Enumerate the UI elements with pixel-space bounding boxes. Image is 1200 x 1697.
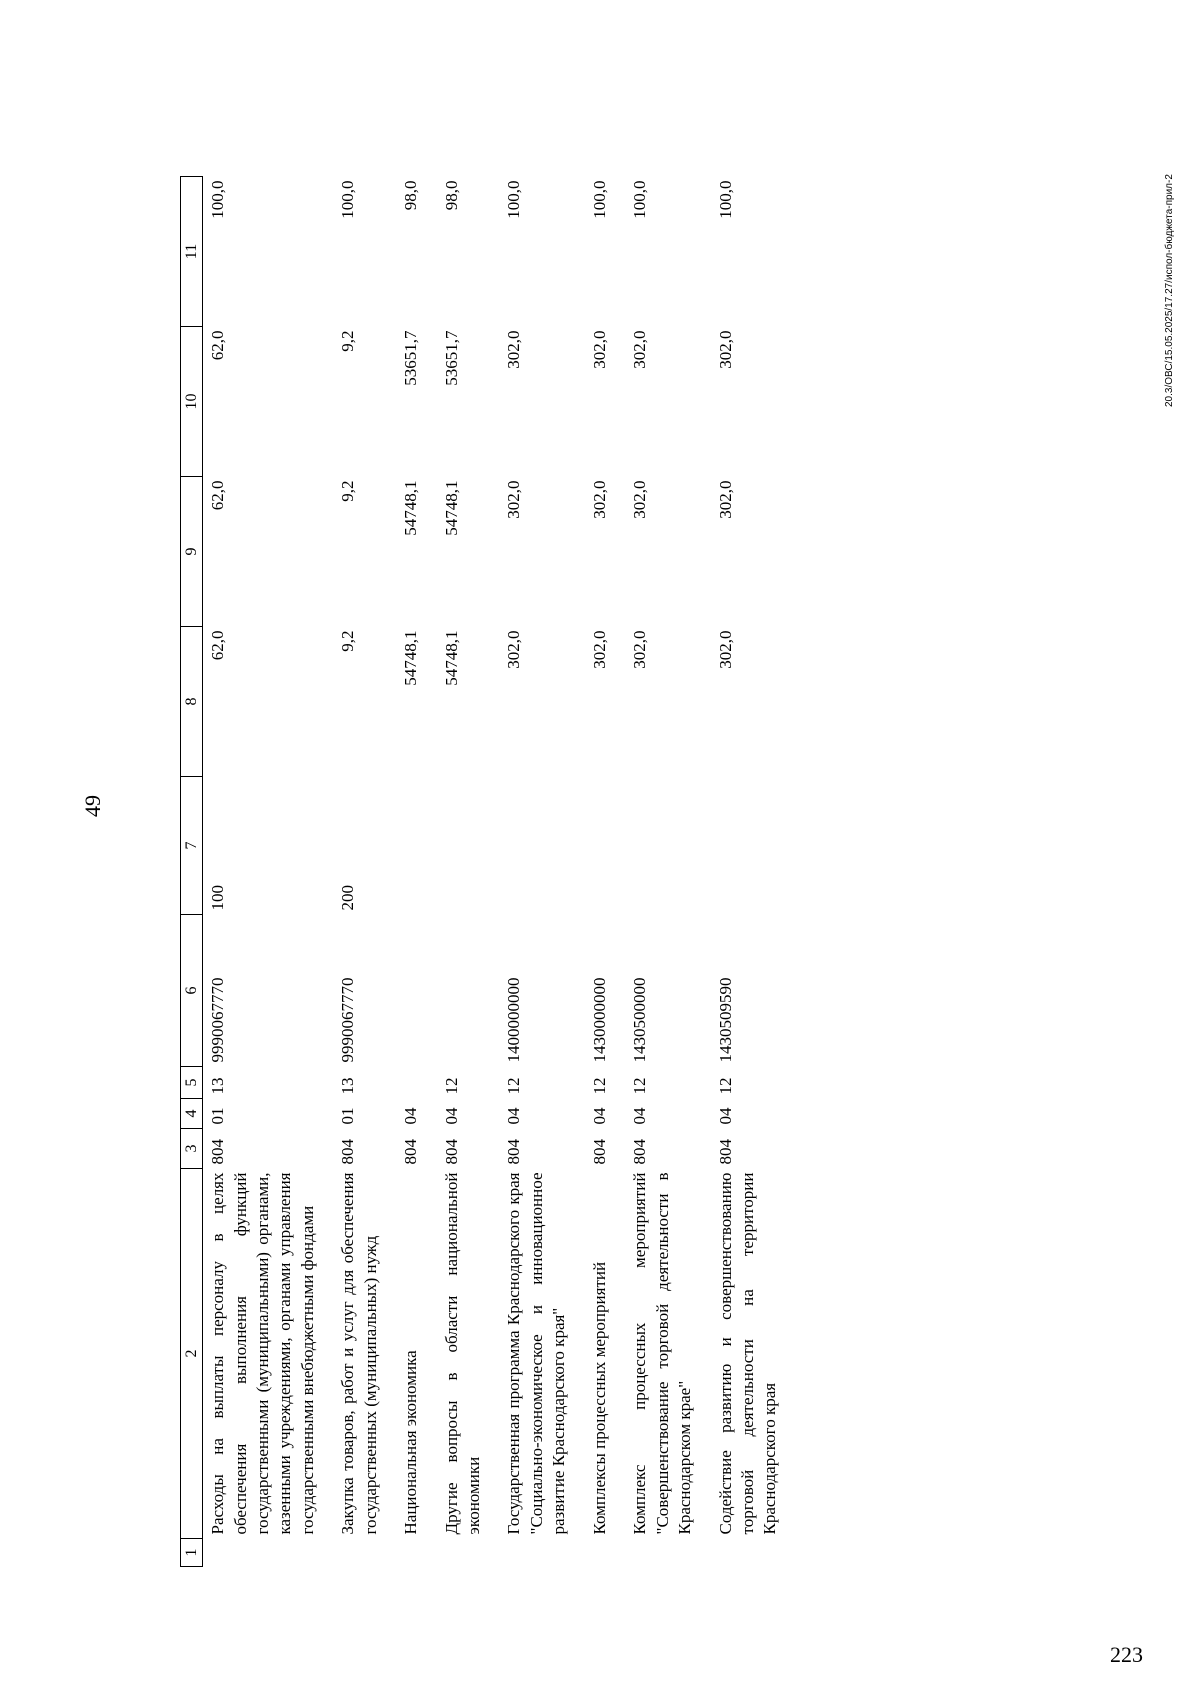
table-row: [333, 177, 396, 1567]
cell-c7: [437, 777, 500, 915]
cell-c10: 302,0: [589, 330, 609, 369]
cell-c9: 302,0: [504, 480, 524, 519]
row-index-cell: [333, 1539, 396, 1567]
row-name-cell: Комплекс процессных мероприятий "Совершенствование торговой деятельности в Краснодарском крае": [630, 1172, 695, 1535]
table-row: [203, 177, 334, 1567]
cell-c9: 54748,1: [401, 480, 421, 536]
cell-c11: 100,0: [504, 180, 524, 219]
row-name-cell: Национальная экономика: [401, 1350, 421, 1535]
header-cell: 10: [181, 327, 203, 477]
cell-c5: 13: [208, 1077, 228, 1095]
cell-c8: 302,0: [715, 630, 735, 669]
header-cell: 6: [181, 915, 203, 1067]
cell-c7: [625, 777, 710, 915]
header-cell: 3: [181, 1129, 203, 1169]
page-number-top: 49: [80, 795, 105, 817]
row-name-cell: Государственная программа Краснодарского края "Социально-экономическое и инновационное развитие Краснодарского края": [504, 1172, 569, 1535]
cell-c10: 302,0: [504, 330, 524, 369]
cell-c4: 04: [441, 1107, 461, 1125]
row-index-cell: [711, 1539, 796, 1567]
cell-c8: 302,0: [589, 630, 609, 669]
row-index-cell: [625, 1539, 710, 1567]
cell-c11: 100,0: [715, 180, 735, 219]
cell-c4: 04: [589, 1107, 609, 1125]
row-name-cell: Другие вопросы в области национальной экономики: [441, 1172, 484, 1535]
cell-c4: 04: [504, 1107, 524, 1125]
cell-c9: 302,0: [715, 480, 735, 519]
cell-c5: [396, 1067, 436, 1099]
table-body: [203, 177, 796, 1567]
cell-c4: 01: [338, 1107, 358, 1125]
header-cell: 5: [181, 1067, 203, 1099]
cell-c11: 100,0: [338, 180, 358, 219]
cell-c6: 1400000000: [504, 977, 524, 1063]
cell-c11: 98,0: [441, 180, 461, 211]
cell-c10: 302,0: [630, 330, 650, 369]
cell-c7: [711, 777, 796, 915]
cell-c5: 13: [338, 1077, 358, 1095]
cell-c8: 54748,1: [401, 630, 421, 686]
table-header-row: [181, 177, 203, 1567]
cell-c7: 200: [338, 885, 358, 911]
cell-c11: 100,0: [589, 180, 609, 219]
cell-c7: [585, 777, 625, 915]
cell-c10: 9,2: [338, 330, 358, 352]
cell-c6: 1430509590: [715, 977, 735, 1063]
budget-table: [180, 176, 796, 1567]
cell-c10: 53651,7: [441, 330, 461, 386]
cell-c3: 804: [630, 1139, 650, 1165]
cell-c9: 62,0: [208, 480, 228, 511]
table-row: [499, 177, 584, 1567]
cell-c6: [396, 915, 436, 1067]
page-number-bottom: 223: [1110, 1642, 1143, 1667]
cell-c4: 04: [630, 1107, 650, 1125]
table-row: [396, 177, 436, 1567]
cell-c8: 302,0: [504, 630, 524, 669]
header-cell: 4: [181, 1099, 203, 1129]
cell-c3: 804: [589, 1139, 609, 1165]
header-cell: 7: [181, 777, 203, 915]
cell-c3: 804: [401, 1139, 421, 1165]
cell-c6: 1430000000: [589, 977, 609, 1063]
cell-c6: 9990067770: [208, 977, 228, 1063]
cell-c3: 804: [504, 1139, 524, 1165]
table-row: [711, 177, 796, 1567]
cell-c9: 302,0: [589, 480, 609, 519]
header-cell: 9: [181, 477, 203, 627]
cell-c3: 804: [208, 1139, 228, 1165]
cell-c11: 98,0: [401, 180, 421, 211]
cell-c5: 12: [441, 1077, 461, 1095]
row-index-cell: [396, 1539, 436, 1567]
cell-c6: 9990067770: [338, 977, 358, 1063]
cell-c9: 9,2: [338, 480, 358, 502]
row-index-cell: [437, 1539, 500, 1567]
row-index-cell: [203, 1539, 334, 1567]
header-cell: 11: [181, 177, 203, 327]
cell-c7: [396, 777, 436, 915]
cell-c5: 12: [630, 1077, 650, 1095]
cell-c8: 62,0: [208, 630, 228, 661]
cell-c11: 100,0: [208, 180, 228, 219]
cell-c3: 804: [715, 1139, 735, 1165]
cell-c9: 54748,1: [441, 480, 461, 536]
table-row: [437, 177, 500, 1567]
cell-c3: 804: [338, 1139, 358, 1165]
cell-c4: 01: [208, 1107, 228, 1125]
header-cell: 2: [181, 1169, 203, 1539]
cell-c8: 302,0: [630, 630, 650, 669]
cell-c7: [499, 777, 584, 915]
cell-c8: 9,2: [338, 630, 358, 652]
cell-c3: 804: [441, 1139, 461, 1165]
row-name-cell: Комплексы процессных мероприятий: [589, 1261, 609, 1535]
cell-c5: 12: [715, 1077, 735, 1095]
row-index-cell: [585, 1539, 625, 1567]
row-index-cell: [499, 1539, 584, 1567]
cell-c10: 302,0: [715, 330, 735, 369]
header-cell: 1: [181, 1539, 203, 1567]
cell-c5: 12: [589, 1077, 609, 1095]
cell-c10: 53651,7: [401, 330, 421, 386]
cell-c7: 100: [208, 885, 228, 911]
cell-c6: 1430500000: [630, 977, 650, 1063]
row-name-cell: Расходы на выплаты персоналу в целях обеспечения выполнения функций государственными (муниципальными) органами, казенными учреждениями, органами управления государственными внебюджетными фондами: [208, 1172, 317, 1535]
cell-c11: 100,0: [630, 180, 650, 219]
footer-document-code: 20.3/ОВС/15.05.2025/17.27/испол-бюджета-прил-2: [1164, 174, 1175, 407]
cell-c9: 302,0: [630, 480, 650, 519]
cell-c8: 54748,1: [441, 630, 461, 686]
row-name-cell: Закупка товаров, работ и услуг для обеспечения государственных (муниципальных) нужд: [338, 1172, 380, 1535]
row-name-cell: Содействие развитию и совершенствованию торговой деятельности на территории Краснодарского края: [715, 1172, 780, 1535]
cell-c4: 04: [401, 1107, 421, 1125]
table-row: [625, 177, 710, 1567]
cell-c5: 12: [504, 1077, 524, 1095]
header-cell: 8: [181, 627, 203, 777]
cell-c10: 62,0: [208, 330, 228, 361]
cell-c4: 04: [715, 1107, 735, 1125]
cell-c6: [437, 915, 500, 1067]
table-row: [585, 177, 625, 1567]
